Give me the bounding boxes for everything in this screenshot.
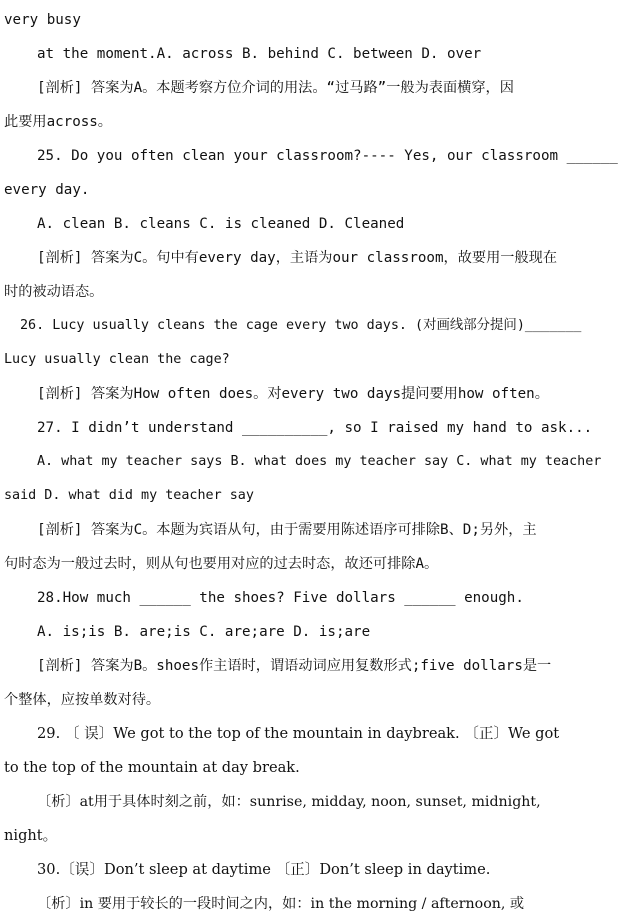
- question-28: 28.How much ______ the shoes? Five dollars ______ enough.: [37, 590, 524, 606]
- question-27: 27. I didn’t understand __________, so I raised my hand to ask...: [37, 420, 593, 436]
- text-line-9: 时的被动语态。: [4, 284, 104, 300]
- analysis-25: [剖析] 答案为C。句中有every day，主语为our classroom，故要用一般现在: [37, 250, 558, 266]
- analysis-28: [剖析] 答案为B。shoes作主语时，谓语动词应用复数形式;five dollars是一: [37, 658, 552, 674]
- analysis-27: [剖析] 答案为C。本题为宾语从句，由于需要用陈述语序可排除B、D;另外，主: [37, 522, 537, 538]
- text-line-6: every day.: [4, 182, 90, 198]
- question-26: 26. Lucy usually cleans the cage every two days. (对画线部分提问)_______: [20, 318, 582, 333]
- text-line-11: Lucy usually clean the cage?: [4, 352, 230, 367]
- options-28: A. is;is B. are;is C. are;are D. is;are: [37, 624, 371, 640]
- text-line-21: 个整体，应按单数对待。: [4, 692, 161, 708]
- question-29: 29. 〔 误〕We got to the top of the mountain in daybreak. 〔正〕We got: [37, 725, 560, 742]
- analysis-29: 〔析〕at用于具体时刻之前，如：sunrise, midday, noon, sunset, midnight,: [37, 794, 541, 810]
- options-25: A. clean B. cleans C. is cleaned D. Cleaned: [37, 216, 405, 232]
- text-line-25: night。: [4, 827, 58, 844]
- text-line-4: 此要用across。: [4, 114, 112, 130]
- text-line-15: said D. what did my teacher say: [4, 488, 254, 503]
- question-30: 30.〔误〕Don’t sleep at daytime 〔正〕Don’t sleep in daytime.: [37, 861, 491, 878]
- analysis-30: 〔析〕in 要用于较长的一段时间之内，如：in the morning / afternoon, 或: [37, 896, 525, 912]
- text-line-23: to the top of the mountain at day break.: [4, 759, 300, 776]
- analysis-26: [剖析] 答案为How often does。对every two days提问要用how often。: [37, 386, 549, 402]
- text-line-17: 句时态为一般过去时，则从句也要用对应的过去时态，故还可排除A。: [4, 556, 439, 572]
- text-line-1: very busy: [4, 12, 81, 28]
- options-27: A. what my teacher says B. what does my teacher say C. what my teacher: [37, 454, 602, 469]
- text-line-2: at the moment.A. across B. behind C. between D. over: [37, 46, 482, 62]
- analysis-line-3: [剖析] 答案为A。本题考察方位介词的用法。“过马路”一般为表面横穿，因: [37, 80, 514, 96]
- question-25: 25. Do you often clean your classroom?---- Yes, our classroom ______: [37, 148, 618, 164]
